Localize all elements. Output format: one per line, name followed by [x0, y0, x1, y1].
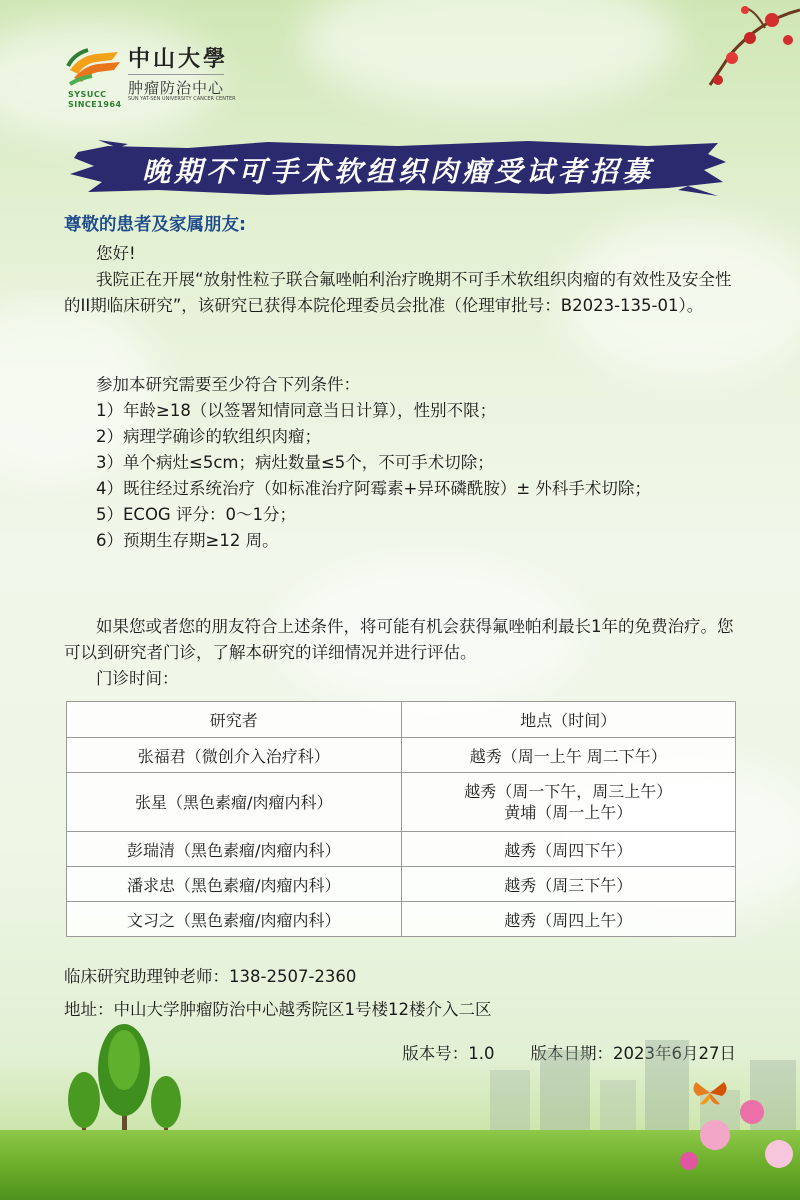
- criteria-item: 2）病理学确诊的软组织肉瘤；: [96, 427, 321, 446]
- greeting: 您好!: [96, 244, 136, 263]
- version-number: 版本号：1.0: [402, 1044, 495, 1063]
- criteria-item: 3）单个病灶≤5cm；病灶数量≤5个，不可手术切除；: [96, 453, 494, 472]
- location-cell: [401, 773, 736, 832]
- criteria-item: 5）ECOG 评分：0～1分；: [96, 505, 296, 524]
- sysucc-logo-icon: [66, 44, 124, 88]
- table-row: [67, 902, 736, 937]
- study-intro: 我院正在开展“放射性粒子联合氟唑帕利治疗晚期不可手术软组织肉瘤的有效性及安全性的II期临床研究”，该研究已获得本院伦理委员会批准（伦理审批号：B2023-135-01）。: [64, 270, 732, 315]
- blossom-branch-decoration: [690, 0, 800, 90]
- location-cell: 越秀（周三下午）: [401, 867, 736, 902]
- logo-abbr: SYSUCC SINCE1964: [68, 90, 122, 109]
- version-date: 版本日期：2023年6月27日: [530, 1044, 736, 1063]
- clinic-schedule-table: [66, 701, 736, 937]
- flower-decoration: [765, 1140, 793, 1168]
- researcher-cell: 张星（黑色素瘤/肉瘤内科）: [67, 773, 402, 832]
- table-row: [67, 867, 736, 902]
- butterfly-icon: [690, 1078, 730, 1108]
- assistant-contact: 临床研究助理钟老师：138-2507-2360: [64, 967, 357, 986]
- flower-decoration: [740, 1100, 764, 1124]
- criteria-intro: 参加本研究需要至少符合下列条件：: [96, 375, 360, 394]
- flower-decoration: [700, 1120, 730, 1150]
- sysucc-logo: [66, 40, 246, 110]
- researcher-cell: 张福君（微创介入治疗科）: [67, 738, 402, 773]
- table-header-row: [67, 702, 736, 738]
- location-line: 越秀（周一下午，周三上午）: [464, 782, 673, 801]
- table-row: [67, 738, 736, 773]
- invitation-text: 如果您或者您的朋友符合上述条件，将可能有机会获得氟唑帕利最长1年的免费治疗。您可以到研究者门诊，了解本研究的详细情况并进行评估。: [64, 617, 734, 662]
- location-line: 黄埔（周一上午）: [504, 803, 633, 822]
- university-name: 中山大學: [128, 46, 229, 72]
- researcher-cell: 文习之（黑色素瘤/肉瘤内科）: [67, 902, 402, 937]
- column-header-researcher: 研究者: [67, 702, 402, 738]
- clinic-label: 门诊时间：: [96, 669, 179, 688]
- center-name: 肿瘤防治中心: [128, 74, 224, 98]
- letter-body: [64, 241, 736, 319]
- location-cell: 越秀（周四下午）: [401, 832, 736, 867]
- researcher-cell: 彭瑞清（黑色素瘤/肉瘤内科）: [67, 832, 402, 867]
- center-name-en: SUN YAT-SEN UNIVERSITY CANCER CENTER: [128, 96, 236, 102]
- researcher-cell: 潘求忠（黑色素瘤/肉瘤内科）: [67, 867, 402, 902]
- table-row: [67, 773, 736, 832]
- column-header-location: 地点（时间）: [401, 702, 736, 738]
- address: 地址：中山大学肿瘤防治中心越秀院区1号楼12楼介入二区: [64, 1000, 492, 1019]
- criteria-item: 1）年龄≥18（以签署知情同意当日计算），性别不限；: [96, 401, 497, 420]
- invitation-section: [64, 614, 736, 692]
- location-cell: 越秀（周四上午）: [401, 902, 736, 937]
- table-row: [67, 832, 736, 867]
- criteria-section: [64, 372, 736, 554]
- title-banner: [68, 138, 728, 198]
- criteria-item: 6）预期生存期≥12 周。: [96, 531, 279, 550]
- location-cell: 越秀（周一上午 周二下午）: [401, 738, 736, 773]
- flower-decoration: [680, 1152, 698, 1170]
- criteria-item: 4）既往经过系统治疗（如标准治疗阿霉素+异环磷酰胺）± 外科手术切除；: [96, 479, 651, 498]
- banner-title: 晚期不可手术软组织肉瘤受试者招募: [141, 155, 654, 188]
- salutation: 尊敬的患者及家属朋友:: [64, 215, 246, 235]
